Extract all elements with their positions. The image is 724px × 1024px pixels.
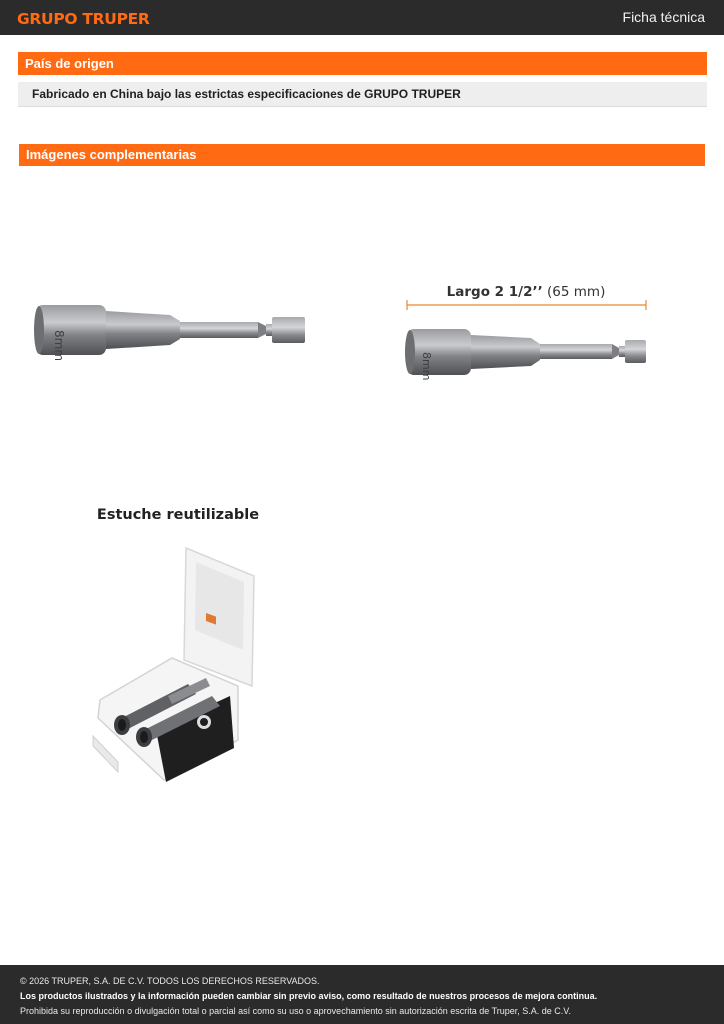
brand-logo: GRUPO TRUPER — [17, 10, 150, 28]
product-image-bit — [30, 295, 315, 365]
footer-prohibition: Prohibida su reproducción o divulgación total o parcial así como su uso o aprovechamiento sin autorización escrita de Truper, S.A. de C.V. — [20, 1006, 571, 1016]
dimension-label-metric: (65 mm) — [542, 284, 606, 300]
origin-text: Fabricado en China bajo las estrictas especificaciones de GRUPO TRUPER — [18, 82, 707, 107]
footer — [0, 965, 724, 1024]
reusable-case-icon — [88, 500, 268, 790]
dimension-label-main: Largo 2 1/2’’ — [446, 284, 543, 300]
product-image-dimension — [398, 280, 660, 380]
section-header-images: Imágenes complementarias — [19, 144, 705, 166]
bit-engraving-2: 8mm — [420, 352, 433, 380]
nut-driver-bit-dimension-icon — [398, 280, 660, 380]
footer-notice: Los productos ilustrados y la información pueden cambiar sin previo aviso, como resultado de nuestros procesos de mejora continua. — [20, 991, 598, 1001]
footer-copyright: © 2026 TRUPER, S.A. DE C.V. TODOS LOS DERECHOS RESERVADOS. — [20, 976, 320, 986]
document-type: Ficha técnica — [622, 9, 705, 25]
case-label: Estuche reutilizable — [96, 507, 260, 523]
product-image-case — [88, 500, 268, 790]
section-header-origin: País de origen — [18, 52, 707, 75]
nut-driver-bit-8mm-icon — [30, 295, 315, 365]
top-bar — [0, 0, 724, 35]
bit-engraving: 8mm — [52, 330, 66, 362]
